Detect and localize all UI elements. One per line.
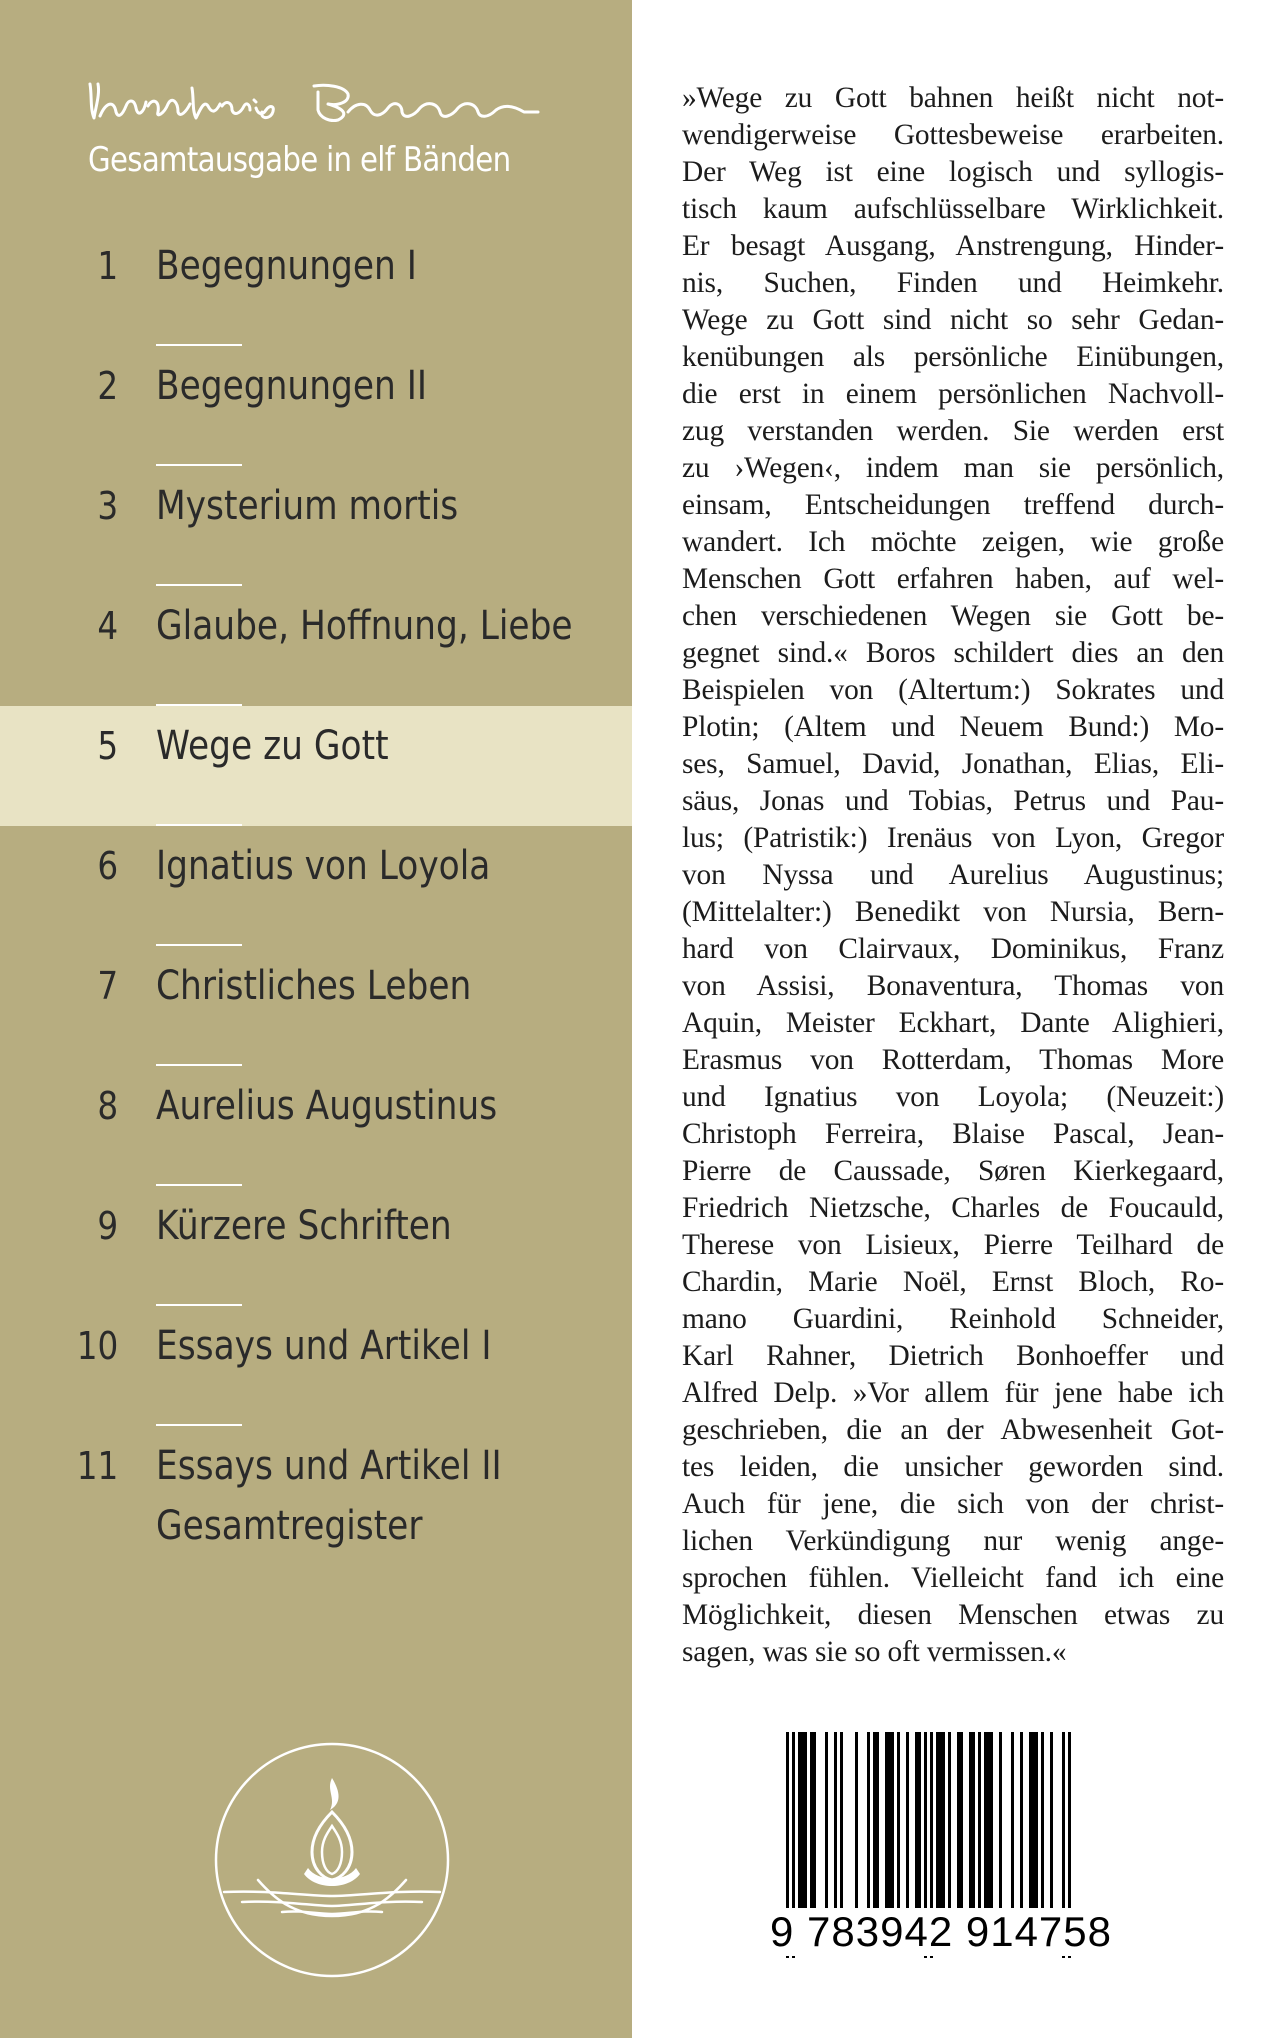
volume-number: 11 xyxy=(76,1444,118,1488)
volume-title xyxy=(156,476,458,536)
blurb-line: sagen, was sie so oft vermissen.« xyxy=(682,1636,1067,1668)
volume-title xyxy=(156,1316,491,1376)
volume-number: 4 xyxy=(97,604,118,648)
barcode-bar xyxy=(960,1732,963,1908)
barcode-bar xyxy=(891,1732,894,1908)
barcode-bar xyxy=(1032,1732,1035,1908)
barcode-bar xyxy=(825,1732,828,1908)
barcode-bar xyxy=(948,1732,951,1908)
barcode-bar xyxy=(885,1732,888,1908)
barcode-bar xyxy=(813,1732,816,1908)
barcode-bar xyxy=(915,1732,918,1908)
blurb-line: Karl Rahner, Dietrich Bonhoeffer und xyxy=(682,1340,1224,1372)
barcode-bar xyxy=(867,1732,870,1908)
volume-title xyxy=(156,1436,502,1556)
barcode-bar xyxy=(972,1732,975,1908)
barcode-bar xyxy=(834,1732,837,1908)
barcode-bar xyxy=(1029,1732,1032,1908)
blurb-line: Beispielen von (Altertum:) Sokrates und xyxy=(682,674,1224,706)
volume-number: 6 xyxy=(97,844,118,888)
blurb-line: zug verstanden werden. Sie werden erst xyxy=(682,415,1224,447)
volume-title-line: Begegnungen II xyxy=(156,363,428,409)
blurb-line: Erasmus von Rotterdam, Thomas More xyxy=(682,1044,1224,1076)
barcode-bar xyxy=(939,1732,942,1908)
blurb-line: (Mittelalter:) Benedikt von Nursia, Bern- xyxy=(682,896,1224,928)
volume-number: 9 xyxy=(97,1204,118,1248)
volume-item xyxy=(0,1426,632,1549)
blurb-line: Wege zu Gott sind nicht so sehr Gedan- xyxy=(682,304,1224,336)
volume-title-line: Gesamtregister xyxy=(156,1503,423,1549)
volume-item xyxy=(0,946,632,1066)
blurb-line: Friedrich Nietzsche, Charles de Foucauld, xyxy=(682,1192,1224,1224)
volume-item xyxy=(0,586,632,706)
barcode-bar xyxy=(888,1732,891,1908)
barcode-bar xyxy=(873,1732,876,1908)
blurb-line: säus, Jonas und Tobias, Petrus und Pau- xyxy=(682,785,1224,817)
volume-title xyxy=(156,596,573,656)
volume-number: 1 xyxy=(97,244,118,288)
blurb-line: Möglichkeit, diesen Menschen etwas zu xyxy=(682,1599,1224,1631)
volume-title xyxy=(156,956,471,1016)
barcode-bar xyxy=(999,1732,1002,1908)
blurb-line: Therese von Lisieux, Pierre Teilhard de xyxy=(682,1229,1224,1261)
volume-title xyxy=(156,716,389,776)
volume-title-line: Kürzere Schriften xyxy=(156,1203,452,1249)
barcode-bar xyxy=(810,1732,813,1908)
blurb-text xyxy=(682,80,1224,1671)
barcode-bar xyxy=(906,1732,909,1908)
volume-title xyxy=(156,1196,452,1256)
barcode-bar xyxy=(936,1732,939,1908)
volume-item xyxy=(0,826,632,946)
blurb-line: wandert. Ich möchte zeigen, wie große xyxy=(682,526,1224,558)
blurb-line: tisch kaum aufschlüsselbare Wirklichkeit. xyxy=(682,193,1224,225)
barcode-bar xyxy=(918,1732,921,1908)
blurb-line: Pierre de Caussade, Søren Kierkegaard, xyxy=(682,1155,1224,1187)
blurb-line: hard von Clairvaux, Dominikus, Franz xyxy=(682,933,1224,965)
back-cover-text-panel xyxy=(632,0,1283,2038)
blurb-line: ses, Samuel, David, Jonathan, Elias, Eli- xyxy=(682,748,1224,780)
barcode-bar xyxy=(1050,1732,1053,1908)
volume-item xyxy=(0,1306,632,1426)
blurb-line: einsam, Entscheidungen treffend durch- xyxy=(682,489,1224,521)
blurb-line: von Nyssa und Aurelius Augustinus; xyxy=(682,859,1224,891)
blurb-line: gegnet sind.« Boros schildert dies an den xyxy=(682,637,1224,669)
blurb-line: mano Guardini, Reinhold Schneider, xyxy=(682,1303,1224,1335)
volume-title-line: Begegnungen I xyxy=(156,243,417,289)
volume-number: 8 xyxy=(97,1084,118,1128)
volume-title-line: Christliches Leben xyxy=(156,963,472,1009)
barcode-bar xyxy=(798,1732,801,1908)
barcode-bar xyxy=(897,1732,900,1908)
barcode-bar xyxy=(1020,1732,1023,1908)
volume-item xyxy=(0,1066,632,1186)
barcode-bar xyxy=(978,1732,981,1908)
volume-number: 2 xyxy=(97,364,118,408)
volume-title-line: Glaube, Hoffnung, Liebe xyxy=(156,603,573,649)
blurb-line: Er besagt Ausgang, Anstrengung, Hinder- xyxy=(682,230,1224,262)
blurb-line: Auch für jene, die sich von der christ- xyxy=(682,1488,1224,1520)
barcode-bar xyxy=(804,1732,807,1908)
barcode-bar xyxy=(840,1732,843,1908)
blurb-line: Christoph Ferreira, Blaise Pascal, Jean- xyxy=(682,1118,1224,1150)
barcode-bar xyxy=(801,1732,804,1908)
barcode-bar xyxy=(855,1732,858,1908)
volume-item xyxy=(0,226,632,346)
volume-title-line: Essays und Artikel I xyxy=(156,1323,492,1369)
blurb-line: tes leiden, die unsicher geworden sind. xyxy=(682,1451,1224,1483)
volume-title xyxy=(156,356,427,416)
blurb-line: wendigerweise Gottesbeweise erarbeiten. xyxy=(682,119,1224,151)
author-signature xyxy=(86,72,546,132)
blurb-line: chen verschiedenen Wegen sie Gott be- xyxy=(682,600,1224,632)
series-panel xyxy=(0,0,632,2038)
volume-number: 10 xyxy=(76,1324,118,1368)
blurb-line: Aquin, Meister Eckhart, Dante Alighieri, xyxy=(682,1007,1224,1039)
volume-title-line: Aurelius Augustinus xyxy=(156,1083,498,1129)
volume-title xyxy=(156,836,490,896)
volume-number: 5 xyxy=(97,724,118,768)
volume-title-line: Wege zu Gott xyxy=(156,723,389,769)
barcode-bar xyxy=(987,1732,990,1908)
blurb-line: und Ignatius von Loyola; (Neuzeit:) xyxy=(682,1081,1224,1113)
volume-number: 7 xyxy=(97,964,118,1008)
volume-title xyxy=(156,236,417,296)
barcode-bar xyxy=(942,1732,945,1908)
barcode-bar xyxy=(1041,1732,1044,1908)
flame-bowl-icon xyxy=(212,1740,452,1980)
blurb-line: Alfred Delp. »Vor allem für jene habe ich xyxy=(682,1377,1224,1409)
blurb-line: kenübungen als persönliche Einübungen, xyxy=(682,341,1224,373)
volume-item xyxy=(0,346,632,466)
blurb-line: von Assisi, Bonaventura, Thomas von xyxy=(682,970,1224,1002)
blurb-line: Plotin; (Altem und Neuem Bund:) Mo- xyxy=(682,711,1224,743)
barcode-bar xyxy=(876,1732,879,1908)
volume-title-line: Essays und Artikel II xyxy=(156,1443,502,1489)
blurb-line: nis, Suchen, Finden und Heimkehr. xyxy=(682,267,1224,299)
volume-item xyxy=(0,1186,632,1306)
barcode-bar xyxy=(1035,1732,1038,1908)
blurb-line: lichen Verkündigung nur wenig ange- xyxy=(682,1525,1224,1557)
volume-item xyxy=(0,706,632,826)
blurb-line: sprochen fühlen. Vielleicht fand ich eine xyxy=(682,1562,1224,1594)
barcode-bar xyxy=(990,1732,993,1908)
barcode-bar xyxy=(969,1732,972,1908)
blurb-line: Menschen Gott erfahren haben, auf wel- xyxy=(682,563,1224,595)
series-subtitle: Gesamtausgabe in elf Bänden xyxy=(88,140,511,180)
blurb-line: Der Weg ist eine logisch und syllogis- xyxy=(682,156,1224,188)
blurb-line: die erst in einem persönlichen Nachvoll- xyxy=(682,378,1224,410)
barcode-bar xyxy=(957,1732,960,1908)
barcode-bar xyxy=(1011,1732,1014,1908)
blurb-line: »Wege zu Gott bahnen heißt nicht not- xyxy=(682,82,1224,114)
isbn-number: 9 783942 914758 xyxy=(770,1908,1112,1955)
barcode-bar xyxy=(984,1732,987,1908)
volume-item xyxy=(0,466,632,586)
volume-title xyxy=(156,1076,497,1136)
blurb-line: geschrieben, die an der Abwesenheit Got- xyxy=(682,1414,1224,1446)
blurb-line: lus; (Patristik:) Irenäus von Lyon, Gregor xyxy=(682,822,1224,854)
volume-number: 3 xyxy=(97,484,118,528)
volume-title-line: Ignatius von Loyola xyxy=(156,843,491,889)
blurb-line: zu ›Wegen‹, indem man sie persönlich, xyxy=(682,452,1224,484)
blurb-line: Chardin, Marie Noël, Ernst Bloch, Ro- xyxy=(682,1266,1224,1298)
volume-title-line: Mysterium mortis xyxy=(156,483,459,529)
